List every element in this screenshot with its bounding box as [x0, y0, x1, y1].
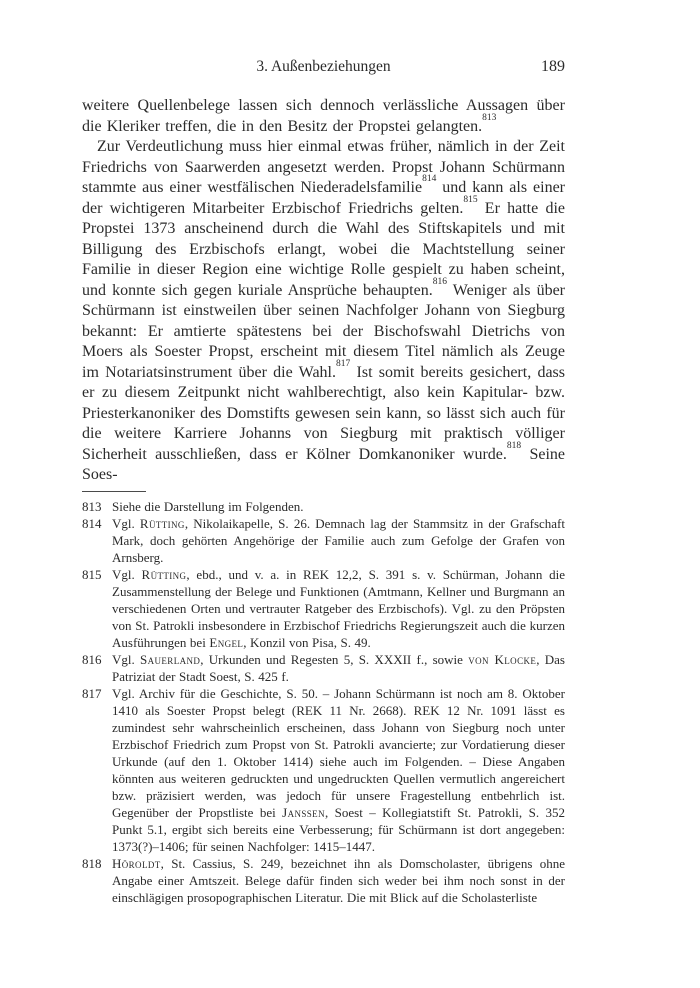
smallcaps-name: Sauerland: [140, 651, 201, 667]
text-run: Vgl.: [112, 566, 142, 582]
footnote: [82, 566, 565, 651]
text-run: Seine Soes-: [82, 445, 566, 483]
paragraph: [82, 137, 565, 486]
text-run: Er hatte die Propstei 1373 anscheinend durch die Wahl des Stiftskapitels und mit Billigung des Erzbischofs erlangt, wobei die Machtstellung seiner Familie in dieser Region eine wichtige Rolle gespielt zu haben scheint, und konnte sich gegen kuriale Ansprüche behaupten.: [82, 199, 565, 299]
text-run: Vgl.: [112, 515, 140, 531]
text-run: Weniger als über Schürmann ist einstweilen über seinen Nachfolger Johann von Siegburg bekannt: Er amtierte spätestens bei der Bischofswahl Dietrichs von Moers als Soester Propst, erscheint mit diesem Titel nämlich als Zeuge im Notariatsinstrument über die Wahl.: [82, 281, 565, 381]
text-run: und kann als einer der wichtigeren Mitarbeiter Erzbischof Friedrichs gelten.: [82, 179, 565, 217]
text-run: Vgl. Archiv für die Geschichte, S. 50. – Johann Schürmann ist noch am 8. Oktober 1410 als Soester Propst belegt (REK 11 Nr. 2668). REK 12 Nr. 1091 lässt es zumindest sehr wahrscheinlich erscheinen, dass Johann von Siegburg noch unter Erzbischof Friedrich zum Propst von St. Patrokli avancierte; zur Vordatierung dieser Urkunde (auf den 1. Oktober 1414) siehe auch im Folgenden. – Diese Angaben könnten aus weiteren gedruckten und ungedruckten Quellen vermutlich angereichert bzw. präzisiert werden, was jedoch für unsere Fragestellung entbehrlich ist. Gegenüber der Propstliste bei: [112, 685, 565, 820]
text-run: , Nikolaikapelle, S. 26. Demnach lag der Stammsitz in der Grafschaft Mark, doch gehörten Angehörige der Familie auch zum Gefolge der Grafen von Arnsberg.: [112, 515, 565, 565]
smallcaps-name: Rütting: [139, 515, 185, 531]
footnote-text: [112, 652, 565, 684]
chapter-heading: 3. Außenbeziehungen: [256, 58, 391, 75]
footnote-text: [112, 516, 565, 565]
footnote: [82, 498, 565, 515]
footnote: [82, 515, 565, 566]
text-run: Ist somit bereits gesichert, dass er zu diesem Zeitpunkt nicht wahlberechtigt, also kein Kapitular- bzw. Priesterkanoniker des Domstifts gewesen sein kann, so lässt sich auch für die weitere Karriere Johanns von Siegburg mit praktisch völliger Sicherheit ausschließen, dass er Kölner Domkanoniker wurde.: [82, 363, 565, 463]
running-header: [82, 0, 565, 76]
smallcaps-name: Janssen: [282, 804, 325, 820]
footnote: [82, 855, 565, 906]
footnote-text: [112, 499, 303, 514]
footnote: [82, 651, 565, 685]
smallcaps-name: von Klocke: [468, 651, 537, 667]
page-number: 189: [541, 58, 565, 75]
footnote-number: 814: [82, 515, 102, 531]
text-run: , St. Cassius, S. 249, bezeichnet ihn als Domscholaster, übrigens ohne Angabe einer Amtszeit. Belege dafür finden sich weder bei ihm noch sonst in der einschlägigen prosopographischen Literatur. Die mit Blick auf die Scholasterliste: [112, 855, 565, 905]
footnote-ref: 816: [432, 276, 447, 287]
footnote-text: [112, 856, 565, 905]
text-run: , Soest – Kollegiatstift St. Patrokli, S. 352 Punkt 5.1, ergibt sich bereits eine Verbesserung; für Schürmann ist dort angegeben: 1373(?)–1406; für seinen Nachfolger: 1415–1447.: [112, 804, 566, 854]
text-run: , ebd., und v. a. in REK 12,2, S. 391 s. v. Schürman, Johann die Zusammenstellung der Belege und Funktionen (Amtmann, Kellner und Burgmann an verschiedenen Orten und vertrauter Ratgeber des Erzbischofs). Vgl. zu den Pröpsten von St. Patrokli insbesondere in Erzbischof Friedrichs Regierungszeit auch die kurzen Ausführungen bei: [112, 566, 565, 650]
footnote-ref: 815: [463, 194, 478, 205]
footnotes: [82, 498, 565, 906]
footnote-number: 815: [82, 566, 102, 582]
footnote-ref: 817: [336, 358, 351, 369]
text-run: , Das Patriziat der Stadt Soest, S. 425 f.: [112, 651, 565, 684]
text-run: , Urkunden und Regesten 5, S. XXXII f., sowie: [200, 651, 469, 667]
footnote-number: 813: [82, 498, 102, 514]
footnote-number: 817: [82, 685, 102, 701]
text-run: Siehe die Darstellung im Folgenden.: [112, 498, 304, 514]
footnote: [82, 685, 565, 855]
footnote-number: 818: [82, 855, 102, 871]
paragraph: [82, 96, 565, 137]
footnote-ref: 814: [422, 174, 437, 185]
text-run: weitere Quellenbelege lassen sich dennoch verlässliche Aussagen über die Kleriker treffen, die in den Besitz der Propstei gelangten.: [82, 97, 565, 135]
footnote-ref: 813: [482, 112, 497, 123]
smallcaps-name: Höroldt: [112, 855, 161, 871]
footnote-ref: 818: [506, 440, 522, 451]
text-run: Zur Verdeutlichung muss hier einmal etwas früher, nämlich in der Zeit Friedrichs von Saarwerden angesetzt werden. Propst Johann Schürmann stammte aus einer westfälischen Niederadelsfamilie: [82, 138, 565, 196]
footnote-text: [112, 686, 565, 854]
text-run: Vgl.: [112, 651, 141, 667]
text-block: [82, 0, 565, 906]
footnote-number: 816: [82, 651, 102, 667]
text-run: , Konzil von Pisa, S. 49.: [243, 634, 371, 650]
smallcaps-name: Rütting: [141, 566, 187, 582]
body-text: [82, 96, 565, 486]
smallcaps-name: Engel: [209, 634, 244, 650]
footnote-text: [112, 567, 565, 650]
footnote-separator: [82, 491, 146, 492]
